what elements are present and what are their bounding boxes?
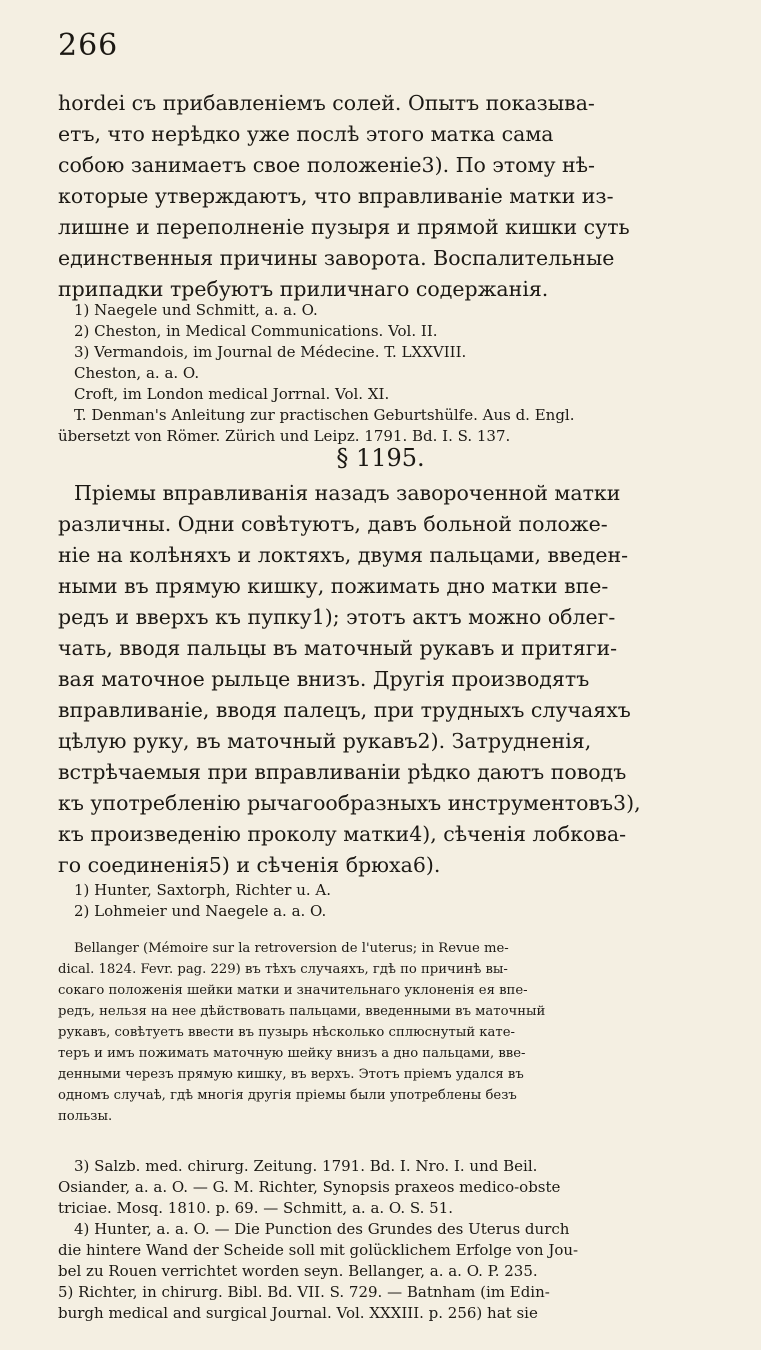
footnote: 1) Hunter, Saxtorph, Richter u. A.: [74, 881, 332, 899]
note-line: теръ и имъ пожимать маточную шейку внизъ а дно пальцами, вве-: [58, 1046, 526, 1061]
footnotes-group-1: [58, 300, 724, 447]
note-line: одномъ случаѣ, гдѣ многія другія пріемы были употреблены безъ: [58, 1088, 517, 1103]
footnote: triciae. Mosq. 1810. p. 69. — Schmitt, a. a. O. S. 51.: [58, 1199, 454, 1217]
note-line: денными черезъ прямую кишку, въ верхъ. Этотъ пріемъ удался въ: [58, 1067, 524, 1082]
footnote: 4) Hunter, a. a. O. — Die Punction des Grundes des Uterus durch: [74, 1220, 570, 1238]
footnote: 5) Richter, in chirurg. Bibl. Bd. VII. S. 729. — Batnham (im Edin-: [58, 1283, 550, 1301]
note-line: сокаго положенія шейки матки и значительнаго уклоненія ея впе-: [58, 983, 528, 998]
footnote: die hintere Wand der Scheide soll mit golücklichem Erfolge von Jou-: [58, 1241, 579, 1259]
note-block: [58, 938, 724, 1127]
text-line: ніе на колѣняхъ и локтяхъ, двумя пальцами, введен-: [58, 543, 629, 567]
text-line: Пріемы вправливанія назадъ завороченной матки: [74, 481, 621, 505]
text-line: къ произведенію проколу матки4), сѣченія лобкова-: [58, 822, 627, 846]
text-line: вая маточное рыльце внизъ. Другія производятъ: [58, 667, 590, 691]
footnote: burgh medical and surgical Journal. Vol. XXXIII. p. 256) hat sie: [58, 1304, 538, 1322]
footnotes-group-3: [58, 1156, 724, 1324]
text-line: го соединенія5) и сѣченія брюха6).: [58, 853, 441, 877]
note-line: пользы.: [58, 1109, 113, 1124]
paragraph-1: [58, 88, 724, 305]
text-line: различны. Одни совѣтуютъ, давъ больной положе-: [58, 512, 608, 536]
text-line: редъ и вверхъ къ пупку1); этотъ актъ можно облег-: [58, 605, 616, 629]
note-line: рукавъ, совѣтуетъ ввести въ пузырь нѣсколько сплюснутый катe-: [58, 1025, 515, 1040]
text-line: встрѣчаемыя при вправливаніи рѣдко даютъ поводъ: [58, 760, 627, 784]
footnotes-group-2: [58, 880, 724, 922]
text-line: единственныя причины заворота. Воспалительные: [58, 246, 615, 270]
footnote: 2) Lohmeier und Naegele a. a. O.: [74, 902, 327, 920]
footnote: T. Denman's Anleitung zur practischen Geburtshülfe. Aus d. Engl.: [74, 406, 575, 424]
section-heading: § 1195.: [336, 444, 425, 472]
note-line: Bellanger (Mémoire sur la retroversion de l'uterus; in Revue me-: [74, 941, 509, 956]
footnote: 3) Salzb. med. chirurg. Zeitung. 1791. Bd. I. Nro. I. und Beil.: [74, 1157, 538, 1175]
text-line: припадки требуютъ приличнаго содержанія.: [58, 277, 549, 301]
footnote: 3) Vermandois, im Journal de Médecine. T. LXXVIII.: [74, 343, 467, 361]
text-line: цѣлую руку, въ маточный рукавъ2). Затрудненія,: [58, 729, 592, 753]
note-line: редъ, нельзя на нее дѣйствовать пальцами, введенными въ маточный: [58, 1004, 546, 1019]
footnote: Cheston, a. a. O.: [74, 364, 200, 382]
text-line: лишне и переполненіе пузыря и прямой кишки суть: [58, 215, 630, 239]
text-line: ными въ прямую кишку, пожимать дно матки впе-: [58, 574, 609, 598]
footnote: 1) Naegele und Schmitt, a. a. O.: [74, 301, 318, 319]
footnote: bel zu Rouen verrichtet worden seyn. Bellanger, a. a. O. P. 235.: [58, 1262, 538, 1280]
text-line: собою занимаетъ свое положеніе3). По этому нѣ-: [58, 153, 595, 177]
text-line: вправливаніе, вводя палецъ, при трудныхъ случаяхъ: [58, 698, 631, 722]
text-line: етъ, что нерѣдко уже послѣ этого матка сама: [58, 122, 554, 146]
footnote: Osiander, a. a. O. — G. M. Richter, Synopsis praxeos medico-obste: [58, 1178, 561, 1196]
text-line: чать, вводя пальцы въ маточный рукавъ и притяги-: [58, 636, 618, 660]
text-line: къ употребленію рычагообразныхъ инструментовъ3),: [58, 791, 641, 815]
footnote: übersetzt von Römer. Zürich und Leipz. 1791. Bd. I. S. 137.: [58, 427, 511, 445]
footnote: 2) Cheston, in Medical Communications. Vol. II.: [74, 322, 438, 340]
text-line: hordei съ прибавленіемъ солей. Опытъ показыва-: [58, 91, 595, 115]
paragraph-2: [58, 478, 724, 881]
note-line: dical. 1824. Fevr. pag. 229) въ тѣхъ случаяхъ, гдѣ по причинѣ вы-: [58, 962, 508, 977]
text-line: которые утверждаютъ, что вправливаніе матки из-: [58, 184, 614, 208]
footnote: Croft, im London medical Jorrnal. Vol. XI.: [74, 385, 390, 403]
page-number: 266: [58, 28, 119, 63]
